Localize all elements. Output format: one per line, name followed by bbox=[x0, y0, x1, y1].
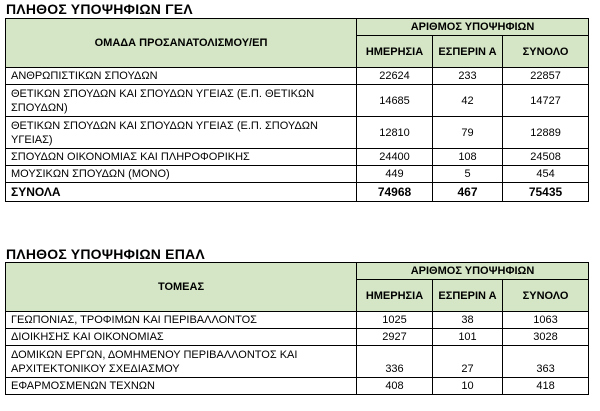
gel-count-header: ΑΡΙΘΜΟΣ ΥΠΟΨΗΦΙΩΝ bbox=[357, 19, 589, 36]
row-day: 1025 bbox=[357, 312, 433, 329]
epal-col-total: ΣΥΝΟΛΟ bbox=[503, 280, 589, 312]
row-total: 24508 bbox=[503, 149, 589, 166]
row-evening: 79 bbox=[433, 117, 503, 149]
row-day: 408 bbox=[357, 378, 433, 395]
table-row bbox=[6, 312, 589, 329]
gel-col-day: ΗΜΕΡΗΣΙΑ bbox=[357, 36, 433, 68]
gel-title: ΠΛΗΘΟΣ ΥΠΟΨΗΦΙΩΝ ΓΕΛ bbox=[6, 1, 193, 17]
row-evening: 42 bbox=[433, 85, 503, 117]
row-evening: 10 bbox=[433, 378, 503, 395]
table-row bbox=[6, 166, 589, 183]
row-label: ΓΕΩΠΟΝΙΑΣ, ΤΡΟΦΙΜΩΝ ΚΑΙ ΠΕΡΙΒΑΛΛΟΝΤΟΣ bbox=[6, 312, 357, 329]
row-evening: 108 bbox=[433, 149, 503, 166]
table-row bbox=[6, 149, 589, 166]
row-day: 2927 bbox=[357, 329, 433, 346]
totals-day: 74968 bbox=[357, 183, 433, 202]
totals-evening: 467 bbox=[433, 183, 503, 202]
table-row bbox=[6, 329, 589, 346]
row-total: 418 bbox=[503, 378, 589, 395]
row-day: 12810 bbox=[357, 117, 433, 149]
row-evening: 38 bbox=[433, 312, 503, 329]
gel-col-evening: ΕΣΠΕΡΙΝ Α bbox=[433, 36, 503, 68]
epal-title: ΠΛΗΘΟΣ ΥΠΟΨΗΦΙΩΝ ΕΠΑΛ bbox=[6, 246, 205, 262]
row-evening: 101 bbox=[433, 329, 503, 346]
row-evening: 5 bbox=[433, 166, 503, 183]
row-day: 24400 bbox=[357, 149, 433, 166]
table-row bbox=[6, 378, 589, 395]
table-row bbox=[6, 346, 589, 378]
epal-col-evening: ΕΣΠΕΡΙΝ Α bbox=[433, 280, 503, 312]
row-label: ΘΕΤΙΚΩΝ ΣΠΟΥΔΩΝ ΚΑΙ ΣΠΟΥΔΩΝ ΥΓΕΙΑΣ (Ε.Π. ΣΠΟΥΔΩΝ ΥΓΕΙΑΣ) bbox=[6, 117, 357, 149]
row-day: 14685 bbox=[357, 85, 433, 117]
table-row bbox=[6, 85, 589, 117]
row-evening: 233 bbox=[433, 68, 503, 85]
row-label: ΑΝΘΡΩΠΙΣΤΙΚΩΝ ΣΠΟΥΔΩΝ bbox=[6, 68, 357, 85]
row-label: ΘΕΤΙΚΩΝ ΣΠΟΥΔΩΝ ΚΑΙ ΣΠΟΥΔΩΝ ΥΓΕΙΑΣ (Ε.Π. ΘΕΤΙΚΩΝ ΣΠΟΥΔΩΝ) bbox=[6, 85, 357, 117]
totals-total: 75435 bbox=[503, 183, 589, 202]
table-row bbox=[6, 117, 589, 149]
row-label: ΣΠΟΥΔΩΝ ΟΙΚΟΝΟΜΙΑΣ ΚΑΙ ΠΛΗΡΟΦΟΡΙΚΗΣ bbox=[6, 149, 357, 166]
row-evening: 27 bbox=[433, 346, 503, 378]
row-total: 12889 bbox=[503, 117, 589, 149]
epal-count-header: ΑΡΙΘΜΟΣ ΥΠΟΨΗΦΙΩΝ bbox=[357, 263, 589, 280]
row-label: ΜΟΥΣΙΚΩΝ ΣΠΟΥΔΩΝ (ΜΟΝΟ) bbox=[6, 166, 357, 183]
gel-table bbox=[5, 18, 589, 202]
epal-table bbox=[5, 262, 589, 395]
row-total: 1063 bbox=[503, 312, 589, 329]
gel-col-total: ΣΥΝΟΛΟ bbox=[503, 36, 589, 68]
row-total: 14727 bbox=[503, 85, 589, 117]
row-total: 454 bbox=[503, 166, 589, 183]
row-total: 22857 bbox=[503, 68, 589, 85]
table-row bbox=[6, 68, 589, 85]
row-label: ΔΙΟΙΚΗΣΗΣ ΚΑΙ ΟΙΚΟΝΟΜΙΑΣ bbox=[6, 329, 357, 346]
row-label: ΕΦΑΡΜΟΣΜΕΝΩΝ ΤΕΧΝΩΝ bbox=[6, 378, 357, 395]
epal-group-header: ΤΟΜΕΑΣ bbox=[6, 263, 357, 312]
row-day: 336 bbox=[357, 346, 433, 378]
totals-label: ΣΥΝΟΛΑ bbox=[6, 183, 357, 202]
row-day: 22624 bbox=[357, 68, 433, 85]
row-label: ΔΟΜΙΚΩΝ ΕΡΓΩΝ, ΔΟΜΗΜΕΝΟΥ ΠΕΡΙΒΑΛΛΟΝΤΟΣ ΚΑΙ ΑΡΧΙΤΕΚΤΟΝΙΚΟΥ ΣΧΕΔΙΑΣΜΟΥ bbox=[6, 346, 357, 378]
epal-col-day: ΗΜΕΡΗΣΙΑ bbox=[357, 280, 433, 312]
row-day: 449 bbox=[357, 166, 433, 183]
totals-row bbox=[6, 183, 589, 202]
gel-group-header: ΟΜΑΔΑ ΠΡΟΣΑΝΑΤΟΛΙΣΜΟΥ/ΕΠ bbox=[6, 19, 357, 68]
row-total: 3028 bbox=[503, 329, 589, 346]
row-total: 363 bbox=[503, 346, 589, 378]
